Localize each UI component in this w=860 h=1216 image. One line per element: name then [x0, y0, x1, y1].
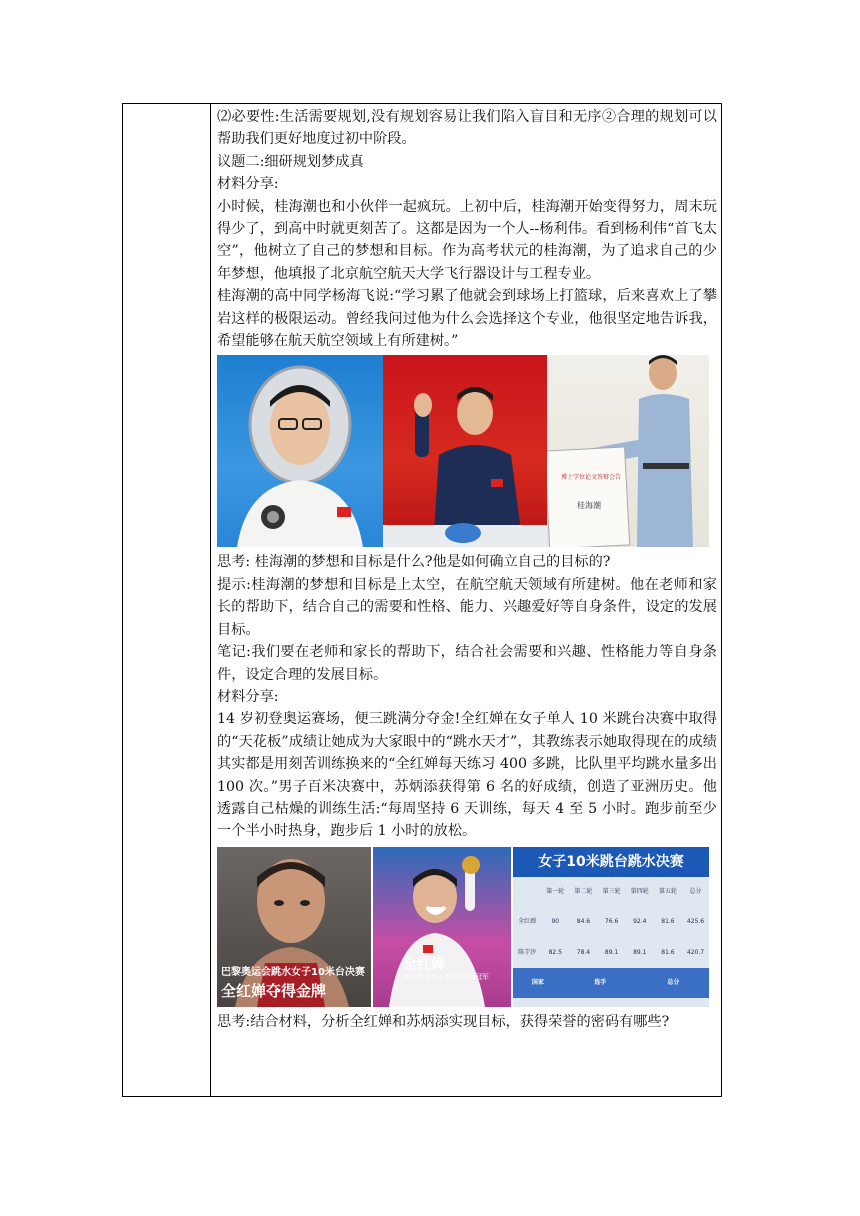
medal-caption-name: 全红婵	[403, 957, 445, 974]
gold-medal-photo	[373, 847, 511, 1007]
table-cell: 90	[551, 918, 560, 926]
table-cell: 总分	[638, 968, 709, 998]
table-cell: 全红婵	[518, 918, 537, 926]
table-cell: 陈芋汐	[518, 948, 537, 956]
score-board-image	[513, 847, 709, 1007]
table-cell: 总分	[689, 887, 702, 895]
note-paragraph: 笔记:我们要在老师和家长的帮助下，结合社会需要和兴趣、性格能力等自身条件，设定合理的发展目标。	[217, 644, 717, 683]
table-cell: 89.1	[604, 948, 619, 956]
paragraph-necessity: ⑵必要性:生活需要规划,没有规划容易让我们陷入盲目和无序②合理的规划可以帮助我们更好地度过初中阶段。	[217, 109, 717, 148]
certificate-name: 桂海潮	[577, 501, 601, 511]
table-cell: 92.4	[633, 918, 647, 926]
certificate-title: 博士学位论文答辩会告	[560, 474, 621, 482]
material-label: 材料分享:	[217, 176, 279, 193]
round-scores-header	[513, 877, 709, 907]
hint-gui-goal: 提示:桂海潮的梦想和目标是上太空，在航空航天领域有所建树。他在老师和家长的帮助下，结合自己的需要和性格、能力、兴趣爱好等自身条件，设定的发展目标。	[217, 576, 717, 638]
diver-closeup-photo	[217, 847, 371, 1007]
score-board-title: 女子10米跳台跳水决赛	[513, 847, 709, 877]
table-row	[513, 938, 709, 968]
table-content-cell	[217, 106, 717, 1033]
topic-two-heading: 议题二:细研规划梦成真	[217, 153, 364, 170]
lesson-table	[122, 103, 722, 1097]
question-gui-goal: 思考: 桂海潮的梦想和目标是什么?他是如何确立自己的目标的?	[217, 554, 611, 571]
table-cell: 第五轮	[658, 887, 677, 895]
quan-hongchan-photo-row	[217, 847, 709, 1007]
table-left-column	[123, 104, 211, 1096]
gui-haichao-photo-row	[217, 355, 709, 547]
material-label-2: 材料分享:	[217, 688, 279, 705]
paragraph-gui-haichao-story: 小时候，桂海潮也和小伙伴一起疯玩。上初中后，桂海潮开始变得努力，周末玩得少了，到高中时就更刻苦了。这都是因为一个人--杨利伟。看到杨利伟“首飞太空”，他树立了自己的梦想和目标。作为高考状元的桂海潮，为了追求自己的少年梦想，他填报了北京航空航天大学飞行器设计与工程专业。	[217, 198, 717, 282]
paragraph-quan-hongchan-story: 14 岁初登奥运赛场，便三跳满分夺金!全红婵在女子单人 10 米跳台决赛中取得的“天花板”成绩让她成为大家眼中的“跳水天才”，其教练表示她取得现在的成绩其实都是用刻苦训练换来的“全红婵每天练习 400 多跳，比队里平均跳水量多出 100 次。”男子百米决赛中，苏炳添获得第 6 名的好成绩，创造了亚洲历史。他透露自己枯燥的训练生活:“每周坚持 6 天训练，每天 4 至 5 小时。跑步前至少一个半小时热身，跑步后 1 小时的放松。	[217, 711, 717, 840]
table-cell: 425.6	[686, 918, 705, 926]
table-cell: 81.6	[661, 918, 675, 926]
ranking-header	[513, 968, 709, 998]
table-cell: 76.6	[604, 918, 619, 926]
astronaut-portrait-photo	[217, 355, 383, 547]
table-row	[513, 998, 709, 1006]
table-row	[513, 907, 709, 937]
question-success-secret: 思考:结合材料，分析全红婵和苏炳添实现目标，获得荣誉的密码有哪些?	[217, 1013, 670, 1030]
round-scores-table	[513, 877, 709, 1007]
table-cell	[513, 877, 541, 907]
table-cell: 84.6	[576, 918, 591, 926]
table-cell: 第三轮	[602, 887, 621, 895]
diver-caption-small: 巴黎奥运会跳水女子10米台决赛	[221, 967, 365, 979]
paragraph-classmate-quote: 桂海潮的高中同学杨海飞说:“学习累了他就会到球场上打篮球，后来喜欢上了攀岩这样的极限运动。曾经我问过他为什么会选择这个专业，他很坚定地告诉我，希望能够在航天航空领域上有所建树。”	[217, 288, 717, 350]
table-cell: 选手	[563, 968, 638, 998]
table-cell: 89.1	[633, 948, 647, 956]
table-cell: 第二轮	[574, 887, 593, 895]
table-cell	[513, 998, 563, 1006]
table-cell	[638, 998, 709, 1006]
table-cell: 81.6	[661, 948, 675, 956]
table-cell: 第四轮	[630, 887, 649, 895]
table-cell: 78.4	[576, 948, 591, 956]
medal-caption-sub: 跳水女子单人10米跳台冠军	[403, 973, 489, 982]
table-cell	[563, 998, 638, 1006]
table-cell: 420.7	[686, 948, 705, 956]
certificate-photo	[547, 355, 709, 547]
diver-caption-big: 全红婵夺得金牌	[221, 982, 327, 1001]
table-cell: 82.5	[548, 948, 562, 956]
table-cell: 国家	[513, 968, 563, 998]
table-cell: 第一轮	[546, 887, 565, 895]
waving-astronaut-photo	[383, 355, 547, 547]
